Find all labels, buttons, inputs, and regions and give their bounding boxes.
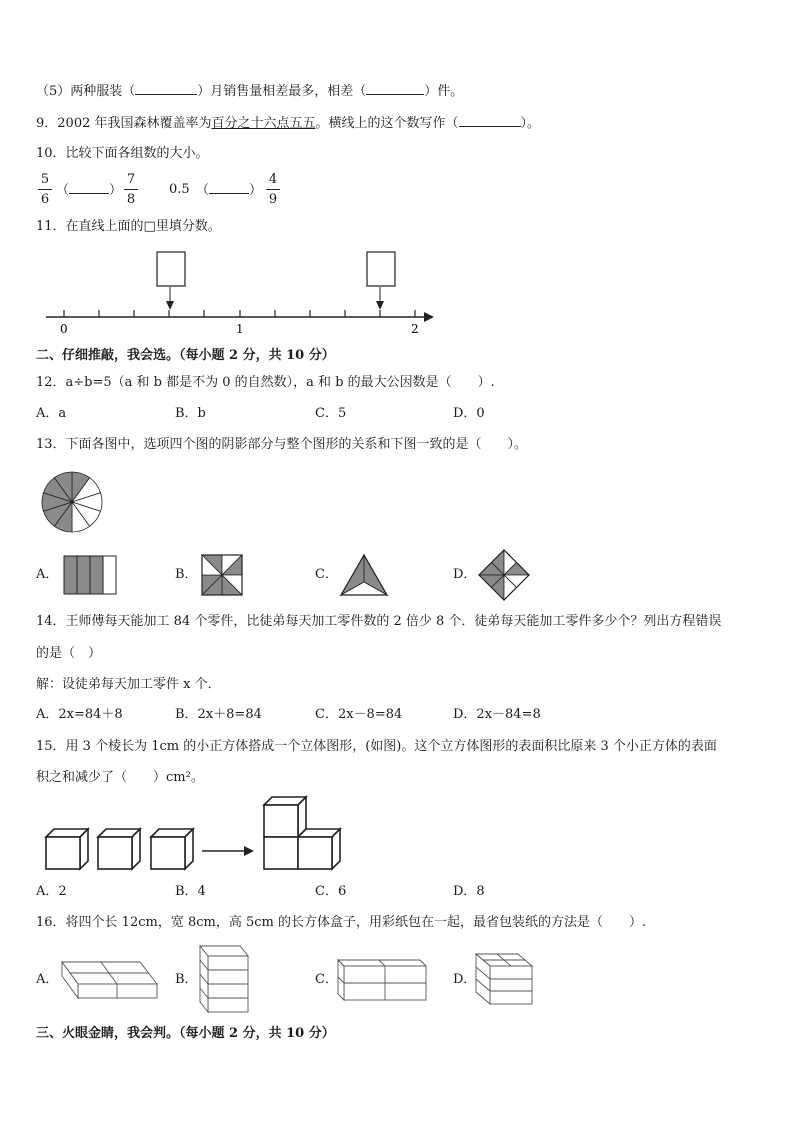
answer-blank[interactable] bbox=[209, 181, 249, 194]
arrow-right-icon bbox=[244, 846, 254, 856]
q13-figure-d bbox=[476, 547, 532, 603]
answer-blank[interactable] bbox=[69, 181, 109, 194]
q13-option-c[interactable]: C． bbox=[315, 567, 338, 582]
q16-figure-b bbox=[196, 944, 252, 1016]
q15-stem-line1: 15．用 3 个棱长为 1cm 的小正方体搭成一个立体图形，(如图)。这个立方体图形的表面积比原来 3 个小正方体的表面 bbox=[36, 739, 717, 754]
answer-box-2[interactable] bbox=[367, 252, 395, 286]
q15-option-a[interactable]: A．2 bbox=[36, 884, 67, 899]
fraction-4-9: 4 9 bbox=[266, 172, 280, 207]
section-3-heading: 三、火眼金睛，我会判。（每小题 2 分，共 10 分） bbox=[36, 1026, 335, 1041]
q16-option-b[interactable]: B． bbox=[175, 972, 198, 987]
number-line-figure bbox=[40, 245, 440, 340]
q15-stem-line2: 积之和减少了（ ）cm²。 bbox=[36, 770, 204, 785]
arrow-down-icon bbox=[376, 301, 384, 310]
q14-stem-line1: 14．王师傅每天能加工 84 个零件，比徒弟每天加工零件数的 2 倍少 8 个．徒弟每天能加工零件多少个？列出方程错误 bbox=[36, 614, 722, 629]
q13-figure-b bbox=[200, 553, 244, 597]
compare-blank-1[interactable]: （ ） bbox=[56, 183, 123, 198]
answer-box-1[interactable] bbox=[157, 252, 185, 286]
q14-option-d[interactable]: D．2x－84=8 bbox=[453, 707, 541, 722]
axis-arrow-icon bbox=[424, 312, 434, 322]
q13-stem: 13．下面各图中，选项四个图的阴影部分与整个图形的关系和下图一致的是（ ）。 bbox=[36, 437, 528, 452]
q16-option-a[interactable]: A． bbox=[36, 972, 59, 987]
fraction-7-8: 7 8 bbox=[124, 172, 138, 207]
q14-stem-line2: 的是（ ） bbox=[36, 646, 102, 661]
q12-stem: 12．a÷b=5（a 和 b 都是不为 0 的自然数），a 和 b 的最大公因数是（ ）. bbox=[36, 375, 495, 390]
answer-blank[interactable] bbox=[459, 114, 521, 127]
compare-blank-2[interactable]: （ ） bbox=[196, 183, 263, 198]
q13-figure-a bbox=[62, 554, 120, 596]
q13-option-d[interactable]: D． bbox=[453, 567, 477, 582]
q16-figure-a bbox=[60, 958, 160, 1002]
arrow-down-icon bbox=[166, 301, 174, 310]
tick-label-0: 0 bbox=[60, 322, 68, 336]
q16-figure-c bbox=[334, 956, 430, 1004]
q14-option-c[interactable]: C．2x－8=84 bbox=[315, 707, 403, 722]
q14-option-a[interactable]: A．2x=84＋8 bbox=[36, 707, 123, 722]
q8-5-line: （5）两种服装（ ）月销售量相差最多，相差（ ）件。 bbox=[36, 84, 464, 99]
q14-solution: 解：设徒弟每天加工零件 x 个． bbox=[36, 677, 221, 692]
answer-blank[interactable] bbox=[135, 82, 197, 95]
q16-figure-d bbox=[472, 950, 538, 1008]
decimal-0-5: 0.5 bbox=[169, 182, 190, 197]
fraction-5-6: 5 6 bbox=[38, 172, 52, 207]
reference-circle-figure bbox=[40, 470, 104, 534]
q15-option-d[interactable]: D．8 bbox=[453, 884, 485, 899]
tick-label-2: 2 bbox=[411, 322, 419, 336]
q12-option-b[interactable]: B．b bbox=[175, 406, 206, 421]
q16-option-c[interactable]: C． bbox=[315, 972, 338, 987]
q13-option-b[interactable]: B． bbox=[175, 567, 198, 582]
q13-figure-c bbox=[338, 552, 390, 598]
q14-option-b[interactable]: B．2x＋8=84 bbox=[175, 707, 262, 722]
q15-option-c[interactable]: C．6 bbox=[315, 884, 347, 899]
q9-line: 9．2002 年我国森林覆盖率为百分之十六点五五。横线上的这个数写作（ ）。 bbox=[36, 116, 541, 131]
q10-title: 10．比较下面各组数的大小。 bbox=[36, 146, 209, 161]
q13-option-a[interactable]: A． bbox=[36, 567, 59, 582]
answer-blank[interactable] bbox=[366, 82, 424, 95]
q12-option-a[interactable]: A．a bbox=[36, 406, 67, 421]
q12-option-d[interactable]: D．0 bbox=[453, 406, 485, 421]
q11-title: 11．在直线上面的□里填分数。 bbox=[36, 219, 221, 234]
q16-stem: 16．将四个长 12cm，宽 8cm，高 5cm 的长方体盒子，用彩纸包在一起，最省包装纸的方法是（ ）. bbox=[36, 915, 647, 930]
tick-label-1: 1 bbox=[236, 322, 244, 336]
q16-option-d[interactable]: D． bbox=[453, 972, 477, 987]
q15-cubes-figure bbox=[40, 795, 350, 873]
q15-option-b[interactable]: B．4 bbox=[175, 884, 206, 899]
section-2-heading: 二、仔细推敲，我会选。（每小题 2 分，共 10 分） bbox=[36, 348, 335, 363]
q12-option-c[interactable]: C．5 bbox=[315, 406, 347, 421]
